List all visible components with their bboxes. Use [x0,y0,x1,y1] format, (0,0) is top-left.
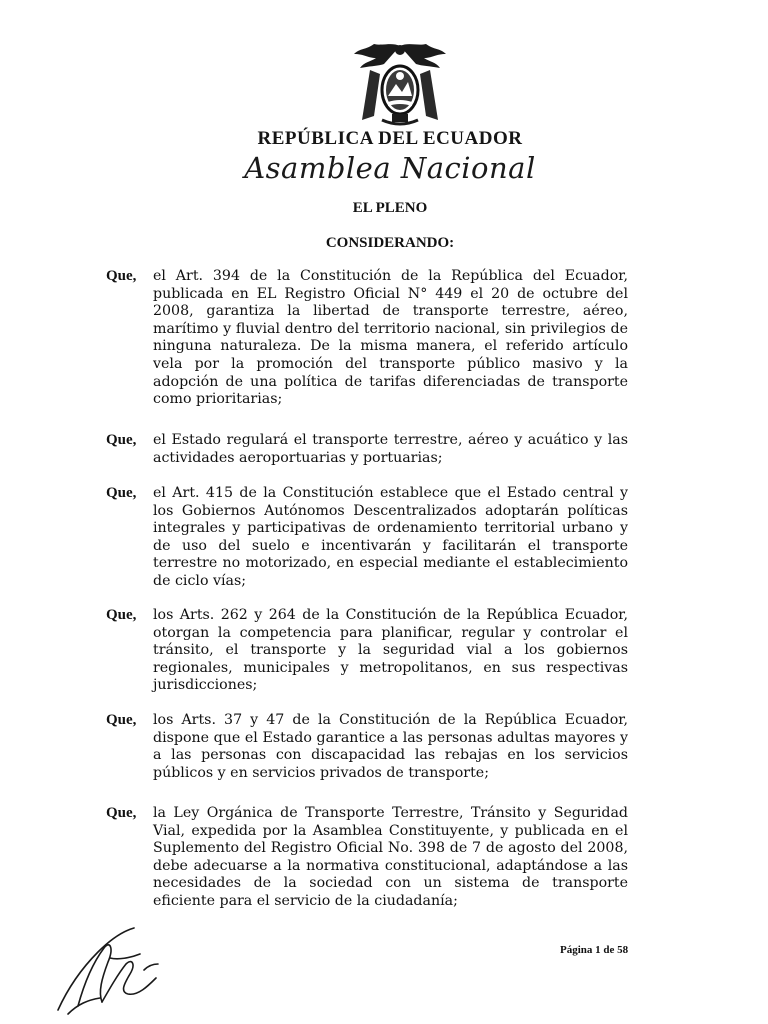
section-heading: CONSIDERANDO: [325,235,455,251]
handwritten-signature-icon [48,918,178,1018]
clause-keyword: Que, [106,485,137,501]
clause-keyword: Que, [106,432,137,448]
clause-text: la Ley Orgánica de Transporte Terrestre, Tránsito y Seguridad Vial, expedida por la Asamblea Constituyente, y publicada en el Suplemento del Registro Oficial No. 398 de 7 de agosto del 2008, debe adecuarse a la normativa constitucional, adaptándose a las necesidades de la sociedad con un sistema de transporte eficiente para el servicio de la ciudadanía; [153,805,628,909]
clause-text: el Art. 415 de la Constitución establece que el Estado central y los Gobiernos Autónomos Descentralizados adoptarán políticas integrales y participativas de ordenamiento territorial urbano y de uso del suelo e incentivarán y facilitarán el transporte terrestre no motorizado, en especial mediante el establecimiento de ciclo vías; [153,485,628,589]
page-number: Página 1 de 58 [560,944,629,956]
body-heading: EL PLENO [352,200,428,216]
coat-of-arms-icon [352,40,448,128]
institution-title: Asamblea Nacional [244,151,536,185]
clause-text: los Arts. 262 y 264 de la Constitución de la República Ecuador, otorgan la competencia para planificar, regular y controlar el tránsito, el transporte y la seguridad vial a los gobiernos regionales, municipales y metropolitanos, en sus respectivas jurisdicciones; [153,607,628,694]
clause-text: los Arts. 37 y 47 de la Constitución de la República Ecuador, dispone que el Estado garantice a las personas adultas mayores y a las personas con discapacidad las rebajas en los servicios públicos y en servicios privados de transporte; [153,712,628,781]
clause-keyword: Que, [106,805,137,821]
republic-title: REPÚBLICA DEL ECUADOR [257,128,523,149]
clause-keyword: Que, [106,268,137,284]
clause-keyword: Que, [106,607,137,623]
clause-keyword: Que, [106,712,137,728]
clause-text: el Estado regulará el transporte terrestre, aéreo y acuático y las actividades aeroportuarias y portuarias; [153,432,628,466]
clause-text: el Art. 394 de la Constitución de la República del Ecuador, publicada en EL Registro Oficial N° 449 el 20 de octubre del 2008, garantiza la libertad de transporte terrestre, aéreo, marítimo y fluvial dentro del territorio nacional, sin privilegios de ninguna naturaleza. De la misma manera, el referido artículo vela por la promoción del transporte público masivo y la adopción de una política de tarifas diferenciadas de transporte como prioritarias; [153,268,628,408]
